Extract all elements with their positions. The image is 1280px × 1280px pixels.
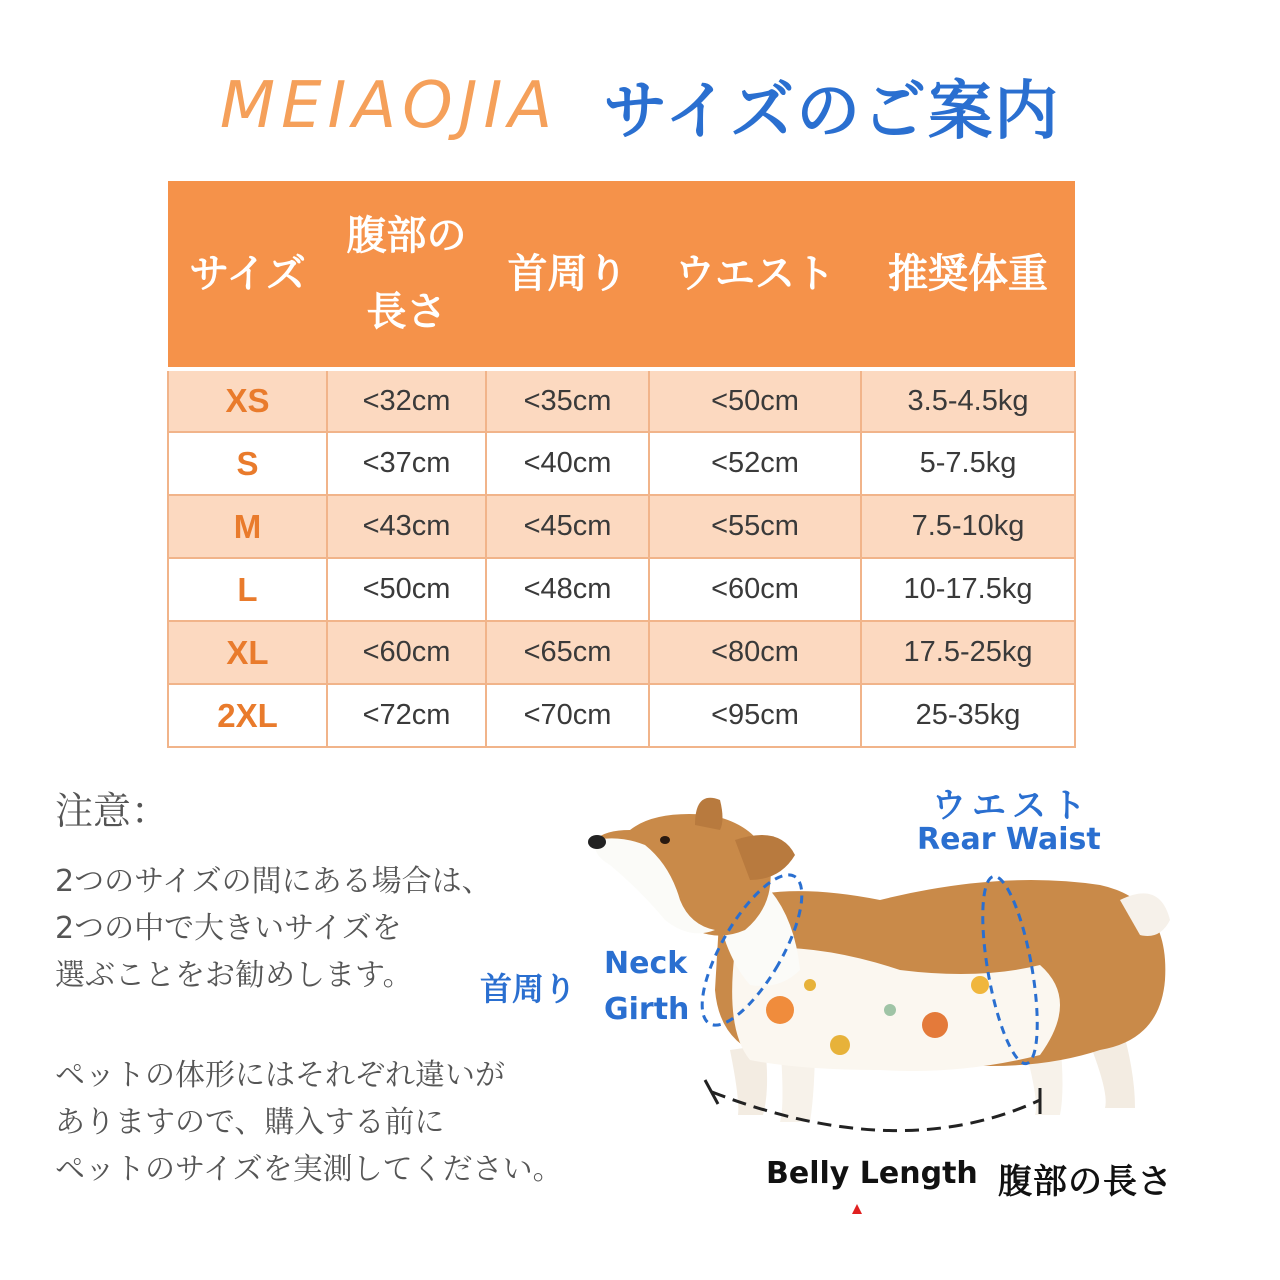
brand-name: MEIAOJIA bbox=[219, 69, 559, 143]
notes-paragraph-2: ペットの体形にはそれぞれ違いが ありますので、購入する前に ペットのサイズを実測してください。 bbox=[55, 1058, 563, 1187]
red-marker-icon bbox=[852, 1204, 862, 1214]
belly-label-en: Belly Length bbox=[766, 1156, 978, 1191]
table-cell: <95cm bbox=[649, 684, 861, 747]
table-cell: 3.5-4.5kg bbox=[861, 369, 1075, 432]
table-cell: <65cm bbox=[486, 621, 649, 684]
table-cell: <48cm bbox=[486, 558, 649, 621]
table-row bbox=[168, 495, 1075, 558]
table-cell: <37cm bbox=[327, 432, 486, 495]
waist-label-jp: ウエスト bbox=[932, 786, 1092, 826]
neck-label-en-line2: Girth bbox=[604, 992, 690, 1027]
notes-paragraph-1: 2つのサイズの間にある場合は、 2つの中で大きいサイズを 選ぶことをお勧めします。 bbox=[55, 864, 492, 993]
table-cell: 10-17.5kg bbox=[861, 558, 1075, 621]
table-header-cell: 腹部の 長さ bbox=[327, 181, 486, 369]
table-row bbox=[168, 369, 1075, 432]
table-cell: <35cm bbox=[486, 369, 649, 432]
table-cell: <50cm bbox=[649, 369, 861, 432]
table-cell: <60cm bbox=[327, 621, 486, 684]
size-label-cell: S bbox=[168, 432, 327, 495]
table-cell: <60cm bbox=[649, 558, 861, 621]
table-header-row bbox=[168, 181, 1075, 369]
notes-title: 注意： bbox=[55, 789, 170, 833]
table-cell: <43cm bbox=[327, 495, 486, 558]
table-header-cell: ウエスト bbox=[649, 181, 861, 369]
table-cell: 5-7.5kg bbox=[861, 432, 1075, 495]
table-cell: <40cm bbox=[486, 432, 649, 495]
dog-measurement-figure bbox=[480, 770, 1280, 1240]
waist-label-en: Rear Waist bbox=[917, 822, 1101, 857]
table-cell: 17.5-25kg bbox=[861, 621, 1075, 684]
belly-label-jp: 腹部の長さ bbox=[998, 1162, 1173, 1202]
table-header-cell: 推奨体重 bbox=[861, 181, 1075, 369]
page-title bbox=[0, 60, 1280, 150]
size-label-cell: XL bbox=[168, 621, 327, 684]
table-cell: <80cm bbox=[649, 621, 861, 684]
neck-label-jp: 首周り bbox=[480, 970, 577, 1008]
neck-label-en-line1: Neck bbox=[604, 946, 688, 981]
size-label-cell: L bbox=[168, 558, 327, 621]
table-body bbox=[168, 369, 1075, 747]
table-row bbox=[168, 432, 1075, 495]
table-cell: 7.5-10kg bbox=[861, 495, 1075, 558]
size-label-cell: 2XL bbox=[168, 684, 327, 747]
table-cell: <45cm bbox=[486, 495, 649, 558]
table-row bbox=[168, 558, 1075, 621]
table-row bbox=[168, 684, 1075, 747]
table-row bbox=[168, 621, 1075, 684]
table-cell: <55cm bbox=[649, 495, 861, 558]
table-cell: <72cm bbox=[327, 684, 486, 747]
size-label-cell: M bbox=[168, 495, 327, 558]
table-cell: <52cm bbox=[649, 432, 861, 495]
table-cell: <50cm bbox=[327, 558, 486, 621]
table-cell: <70cm bbox=[486, 684, 649, 747]
table-header-cell: 首周り bbox=[486, 181, 649, 369]
size-chart-table bbox=[167, 181, 1076, 748]
heading: サイズのご案内 bbox=[603, 75, 1061, 149]
size-label-cell: XS bbox=[168, 369, 327, 432]
table-cell: <32cm bbox=[327, 369, 486, 432]
table-header-cell: サイズ bbox=[168, 181, 327, 369]
table-cell: 25-35kg bbox=[861, 684, 1075, 747]
